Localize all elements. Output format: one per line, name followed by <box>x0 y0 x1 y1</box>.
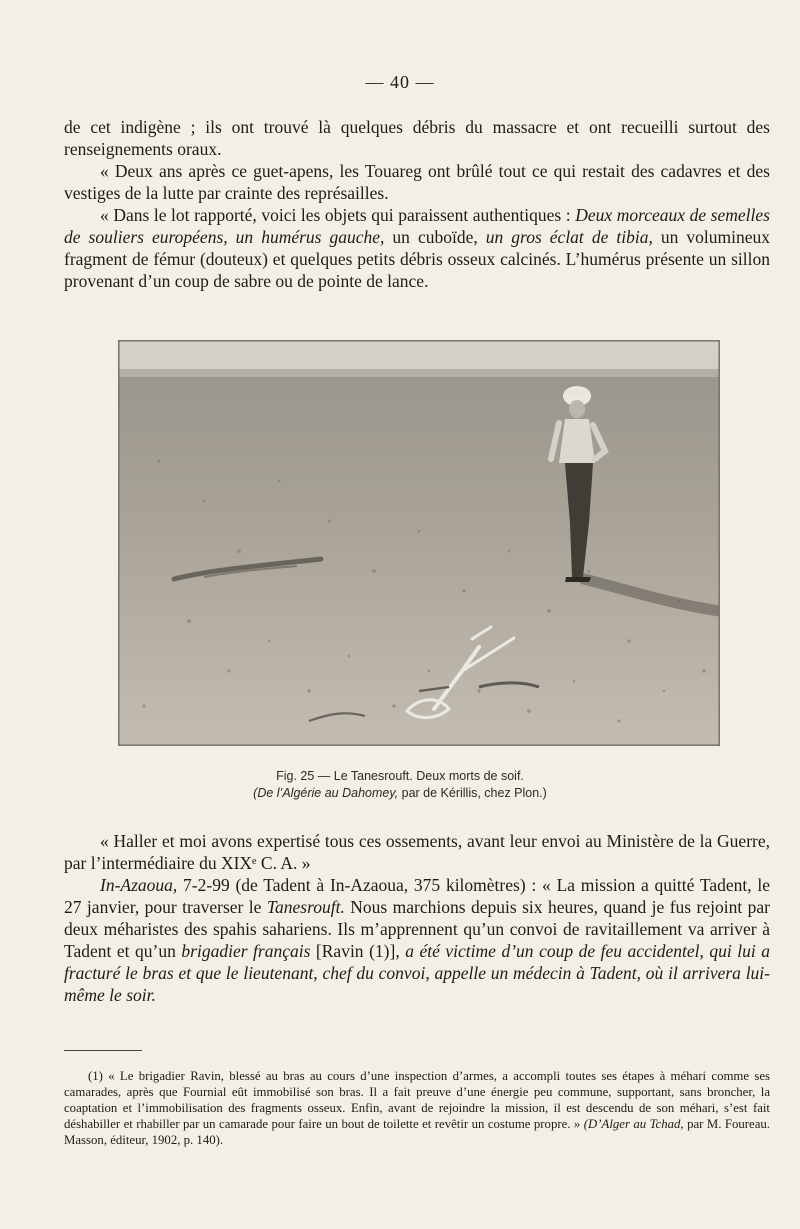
photo-illustration <box>119 341 719 745</box>
paragraph-3-part2: Deux morceaux de semelles de souliers européens, un humérus gauche, <box>64 205 770 247</box>
paragraph-5-part1: In-Azaoua, <box>100 875 178 895</box>
caption-title: Fig. 25 — Le Tanesrouft. Deux morts de soif. <box>276 769 524 783</box>
paragraph-5-part3: Tanesrouft. <box>266 897 345 917</box>
figure-caption <box>0 768 800 802</box>
paragraph-2: « Deux ans après ce guet-apens, les Touareg ont brûlé tout ce qui restait des cadavres et des vestiges de la lutte par crainte des représailles. <box>64 161 770 203</box>
paragraph-5-part6: [Ravin (1)], <box>310 941 406 961</box>
caption-credit-italic: (De l’Algérie au Dahomey, <box>253 786 399 800</box>
paragraph-3-part3: un cuboïde, <box>384 227 486 247</box>
paragraph-4: « Haller et moi avons expertisé tous ces ossements, avant leur envoi au Ministère de la Guerre, par l’intermédiaire du XIXᵉ C. A. » <box>64 831 770 873</box>
footnote-part3: par M. Foureau. Masson, éditeur, 1902, p. 140). <box>64 1117 770 1147</box>
paragraph-3-part1: « Dans le lot rapporté, voici les objets qui paraissent authentiques : <box>100 205 576 225</box>
caption-credit <box>0 785 800 802</box>
paragraph-5-part7: a été victime d’un coup de feu accidentel, qui lui a fracturé le bras et que le lieutenant, chef du convoi, appelle un médecin à Tadent, où il arrivera lui-même le soir. <box>64 941 770 1005</box>
paragraph-5-part2: 7-2-99 (de Tadent à In-Azaoua, 375 kilomètres) : « La mission a quitté Tadent, le 27 janvier, pour traverser le <box>64 875 770 917</box>
paragraph-5 <box>64 874 770 1006</box>
paragraph-3-part5: un volumineux fragment de fémur (douteux) et quelques petits débris osseux calcinés. L’humérus présente un sillon provenant d’un coup de sabre ou de pointe de lance. <box>64 227 770 291</box>
footnote-divider <box>64 1050 142 1051</box>
paragraph-5-part5: brigadier français <box>181 941 311 961</box>
footnote-part1: (1) « Le brigadier Ravin, blessé au bras au cours d’une inspection d’armes, a accompli toutes ses étapes à méhari comme ses camarades, après que Fournial eût immobilisé son bras. Il a fait preuve d’une énergie peu commune, supportant, sans broncher, la coaptation et l’immobilisation des fragments osseux. Enfin, avant de rejoindre la mission, il est descendu de son méhari, s’est fait déshabiller et rhabiller par un camarade pour faire un bout de toilette et revêtir un costume propre. » <box>64 1069 770 1131</box>
top-text-block <box>64 116 770 292</box>
desert-photograph <box>118 340 720 746</box>
caption-credit-rest: par de Kérillis, chez Plon.) <box>398 786 547 800</box>
paragraph-3 <box>64 204 770 292</box>
footnote <box>64 1068 770 1148</box>
footnote-text <box>64 1068 770 1148</box>
footnote-part2: (D’Alger au Tchad, <box>583 1117 684 1131</box>
paragraph-3-part4: un gros éclat de tibia, <box>485 227 653 247</box>
paragraph-1: de cet indigène ; ils ont trouvé là quelques débris du massacre et ont recueilli surtout des renseignements oraux. <box>64 117 770 159</box>
bottom-text-block <box>64 830 770 1006</box>
paragraph-5-part4: Nous marchions depuis six heures, quand je fus rejoint par deux méharistes des spahis sahariens. Ils m’apprennent qu’un convoi de ravitaillement va arriver à Tadent et qu’un <box>64 897 770 961</box>
page-number: — 40 — <box>365 72 435 92</box>
